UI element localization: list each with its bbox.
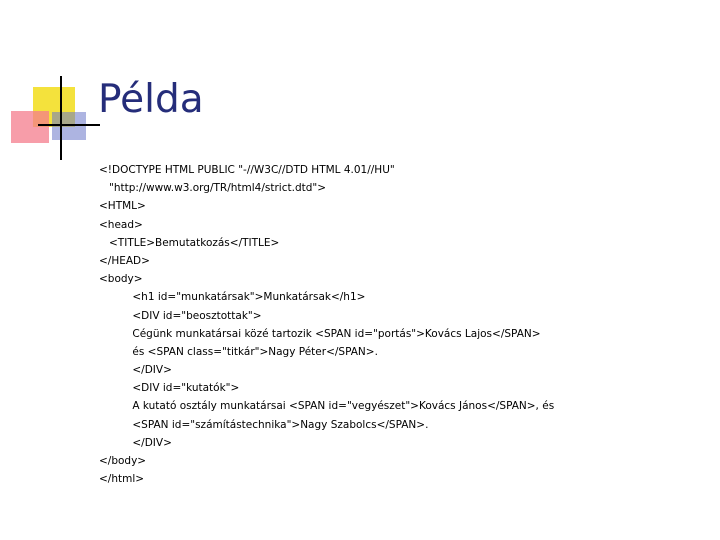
code-line: <h1 id="munkatársak">Munkatársak</h1> bbox=[99, 291, 366, 304]
code-line: Cégünk munkatársai közé tartozik <SPAN id="portás">Kovács Lajos</SPAN> bbox=[99, 327, 541, 340]
code-line: <SPAN id="számítástechnika">Nagy Szabolcs</SPAN>. bbox=[99, 418, 429, 431]
code-line: </DIV> bbox=[99, 364, 172, 377]
code-line: <TITLE>Bemutatkozás</TITLE> bbox=[99, 236, 280, 249]
horizontal-line bbox=[38, 124, 100, 126]
red-square bbox=[11, 111, 49, 143]
code-line: </body> bbox=[99, 455, 147, 467]
code-line: </DIV> bbox=[99, 436, 172, 449]
code-line: </html> bbox=[99, 473, 145, 486]
code-line: "http://www.w3.org/TR/html4/strict.dtd"> bbox=[99, 182, 327, 195]
code-line: <!DOCTYPE HTML PUBLIC "-//W3C//DTD HTML 4.01//HU" bbox=[99, 164, 395, 176]
slide-title: Példa bbox=[98, 77, 204, 122]
code-line: <DIV id="kutatók"> bbox=[99, 382, 240, 395]
code-line: <DIV id="beosztottak"> bbox=[99, 309, 262, 322]
code-line: <head> bbox=[99, 218, 143, 231]
code-line: <HTML> bbox=[99, 200, 146, 213]
decorative-logo-graphic bbox=[0, 0, 100, 170]
blue-square bbox=[52, 112, 86, 140]
code-line: <body> bbox=[99, 273, 143, 286]
code-line: és <SPAN class="titkár">Nagy Péter</SPAN>. bbox=[99, 345, 378, 358]
code-listing bbox=[99, 161, 554, 488]
code-line: </HEAD> bbox=[99, 254, 150, 267]
code-line: A kutató osztály munkatársai <SPAN id="vegyészet">Kovács János</SPAN>, és bbox=[99, 400, 555, 413]
vertical-line bbox=[60, 76, 62, 160]
